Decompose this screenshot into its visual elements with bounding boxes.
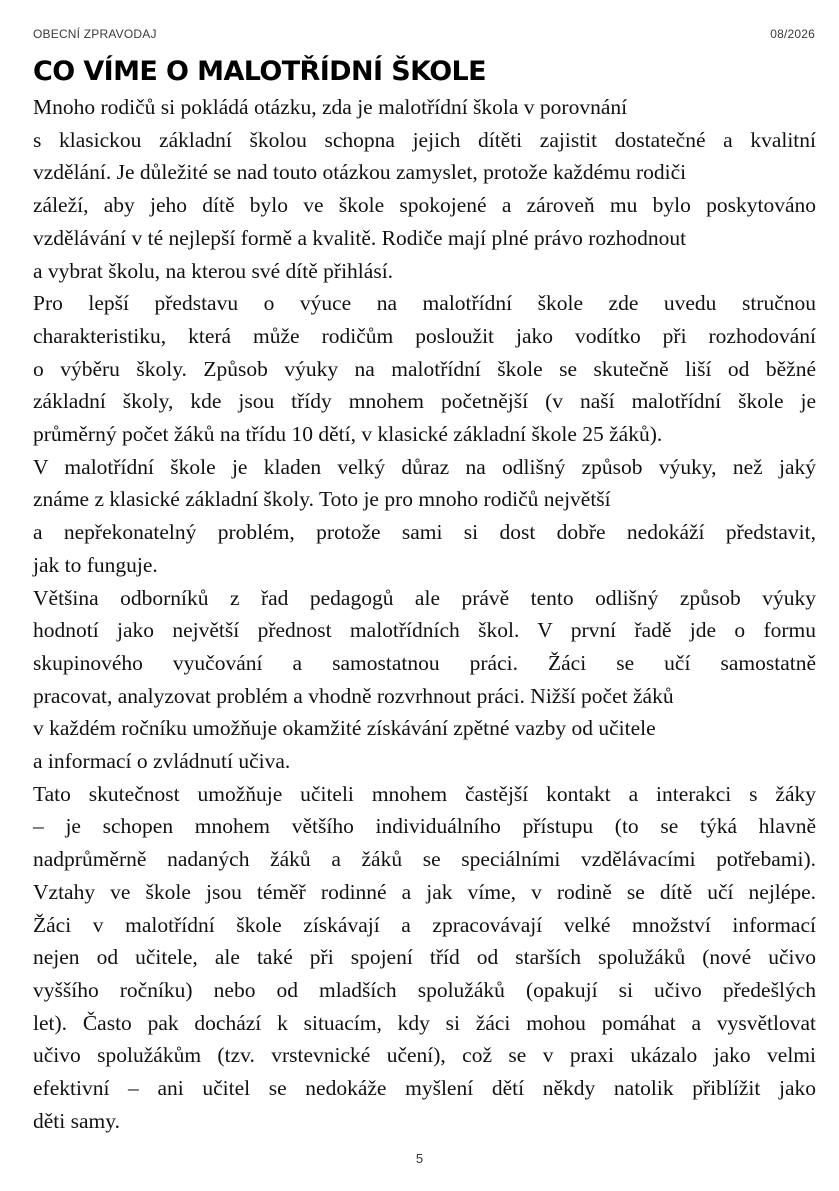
article-paragraph (33, 451, 816, 582)
paragraph-line: hodnotí jako největší přednost malotřídních škol. V první řadě jde o formu (33, 618, 816, 643)
paragraph-line: Vztahy ve škole jsou téměř rodinné a jak víme, v rodině se dítě učí nejlépe. (33, 879, 816, 904)
paragraph-line: průměrný počet žáků na třídu 10 dětí, v klasické základní škole 25 žáků). (33, 422, 663, 447)
paragraph-line: vzdělávání v té nejlepší formě a kvalitě. Rodiče mají plné právo rozhodnout (33, 225, 687, 250)
paragraph-line: vyššího ročníku) nebo od mladších spolužáků (opakují si učivo předešlých (33, 977, 816, 1002)
paragraph-line: Tato skutečnost umožňuje učiteli mnohem častější kontakt a interakci s žáky (33, 781, 816, 806)
paragraph-line: Žáci v malotřídní škole získávají a zpracovávají velké množství informací (33, 912, 816, 937)
article-paragraph (33, 582, 816, 778)
paragraph-line: charakteristiku, která může rodičům posloužit jako vodítko při rozhodování (33, 323, 816, 348)
article-paragraph (33, 778, 816, 1138)
paragraph-line: Většina odborníků z řad pedagogů ale právě tento odlišný způsob výuky (33, 585, 816, 610)
paragraph-line: a vybrat školu, na kterou své dítě přihlásí. (33, 258, 394, 283)
paragraph-line: nejen od učitele, ale také při spojení tříd od starších spolužáků (nové učivo (33, 945, 816, 970)
paragraph-line: nadprůměrně nadaných žáků a žáků se speciálními vzdělávacími potřebami). (33, 847, 816, 872)
article-paragraph (33, 287, 816, 451)
paragraph-line: vzdělání. Je důležité se nad touto otázkou zamyslet, protože každému rodiči (33, 160, 687, 185)
publication-name: OBECNÍ ZPRAVODAJ (33, 27, 157, 41)
article-title: CO VÍME O MALOTŘÍDNÍ ŠKOLE (33, 56, 486, 87)
paragraph-line: Pro lepší představu o výuce na malotřídní škole zde uvedu stručnou (33, 291, 816, 316)
paragraph-line: známe z klasické základní školy. Toto je pro mnoho rodičů největší (33, 487, 611, 512)
paragraph-line: záleží, aby jeho dítě bylo ve škole spokojené a zároveň mu bylo poskytováno (33, 193, 816, 218)
paragraph-line: a nepřekonatelný problém, protože sami si dost dobře nedokáží představit, (33, 520, 816, 545)
paragraph-line: a informací o zvládnutí učiva. (33, 749, 291, 774)
paragraph-line: učivo spolužákům (tzv. vrstevnické učení), což se v praxi ukázalo jako velmi (33, 1043, 816, 1068)
paragraph-line: o výběru školy. Způsob výuky na malotřídní škole se skutečně liší od běžné (33, 356, 816, 381)
page-number: 5 (415, 1151, 424, 1166)
article-body (33, 91, 816, 1138)
paragraph-line: Mnoho rodičů si pokládá otázku, zda je malotřídní škola v porovnání (33, 95, 628, 119)
paragraph-line: s klasickou základní školou schopna jejich dítěti zajistit dostatečné a kvalitní (33, 127, 816, 152)
paragraph-line: základní školy, kde jsou třídy mnohem početnější (v naší malotřídní škole je (33, 389, 816, 414)
paragraph-line: – je schopen mnohem většího individuálního přístupu (to se týká hlavně (33, 814, 816, 839)
paragraph-line: děti samy. (33, 1108, 120, 1133)
paragraph-line: skupinového vyučování a samostatnou práci. Žáci se učí samostatně (33, 650, 816, 675)
paragraph-line: let). Často pak dochází k situacím, kdy si žáci mohou pomáhat a vysvětlovat (33, 1010, 816, 1035)
article-paragraph (33, 91, 816, 287)
paragraph-line: efektivní – ani učitel se nedokáže myšlení dětí někdy natolik přiblížit jako (33, 1076, 816, 1101)
paragraph-line: v každém ročníku umožňuje okamžité získávání zpětné vazby od učitele (33, 716, 656, 741)
paragraph-line: jak to funguje. (33, 552, 158, 577)
paragraph-line: pracovat, analyzovat problém a vhodně rozvrhnout práci. Nižší počet žáků (33, 683, 674, 708)
issue-number: 08/2026 (770, 27, 815, 41)
paragraph-line: V malotřídní škole je kladen velký důraz na odlišný způsob výuky, než jaký (33, 454, 816, 479)
